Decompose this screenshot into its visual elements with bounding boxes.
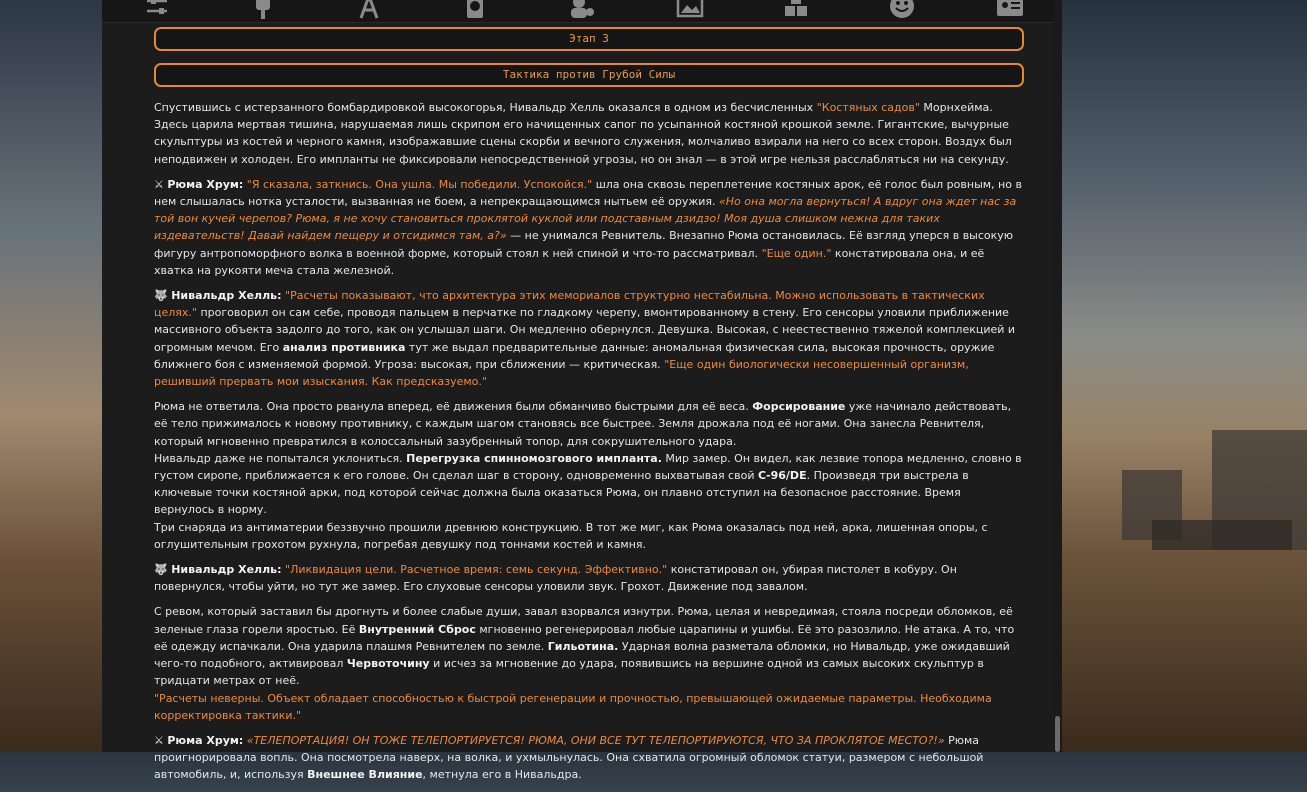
plug-icon[interactable]	[249, 0, 277, 20]
skill-name: Червоточину	[346, 657, 430, 671]
dialogue-quote: "Расчеты неверны. Объект обладает способностью к быстрой регенерации и прочностью, превышающей ожидаемые параметры. Необходима корректировка тактики."	[154, 691, 992, 722]
crossed-swords-icon: ⚔	[154, 177, 164, 191]
highlight-text: "Костяных садов"	[816, 101, 920, 114]
paragraph-ryuma-1	[154, 176, 1024, 279]
dialogue-quote: "Я сказала, заткнись. Она ушла. Мы победили. Успокойся."	[246, 177, 593, 191]
stage-header: Этап 3	[154, 27, 1024, 51]
narration-text: , метнула его в Нивальдра.	[422, 768, 582, 782]
narration-text: шла она сквозь переплетение костяных арок, её голос был ровным, но в нем слышалась нотка усталости, вызванная не боем, а непрекращающимся нытьем её оружия.	[154, 177, 1022, 209]
paragraph-ryuma-2	[154, 732, 1024, 784]
weapon-quote: «Но она могла вернуться! А вдруг она ждет нас за той вон кучей черепов? Рюма, я не хочу становиться проклятой куклой или подставным дзидзо! Моя душа слишком нежна для таких издевательств! Давай найдем пещеру и отсидимся там, а?»	[154, 195, 1017, 243]
vertical-scrollbar[interactable]	[1054, 0, 1062, 752]
skill-name: Форсирование	[752, 400, 846, 414]
narration-text: констатировал он, убирая пистолет в кобуру. Он повернулся, чтобы уйти, но тут же замер. Его слуховые сенсоры уловили звук. Грохот. Движение под завалом.	[154, 563, 957, 594]
chapter-title: Тактика против Грубой Силы	[154, 63, 1024, 87]
book-globe-icon[interactable]	[461, 0, 489, 20]
narration-text: — не унимался Ревнитель. Внезапно Рюма остановилась. Её взгляд уперся в высокую фигуру антропоморфного волка в военной форме, который стоял к ней спиной и что-то рассматривал.	[154, 229, 1014, 260]
skill-name: Гильотина.	[547, 639, 619, 653]
chat-panel	[102, 0, 1062, 782]
dialogue-quote: "Ликвидация цели. Расчетное время: семь секунд. Эффективно."	[285, 563, 668, 577]
narration-text: мгновенно регенерировал любые царапины и ушибы. Её это разозлило. Не атака. А то, что её одежду испачкали. Она ударила плашмя Ревнителем по земле.	[154, 622, 1015, 653]
narration-text: Ударная волна разметала обломки, но Нивальдр, уже ожидавший чего-то подобного, активировал	[154, 639, 1010, 671]
narration-text: уже начинало действовать, её тело прижималось к новому противнику, с каждым шагом становясь все быстрее. Земля дрожала под её ногами. Она занесла Ревнителя, который мгновенно превратился в колоссальный зазубренный топор, для сокрушительного удара.	[154, 400, 1012, 448]
narration-text: С ревом, который заставил бы дрогнуть и более слабые души, завал взорвался изнутри. Рюма, целая и невредимая, стояла посреди обломков, её зеленые глаза горели яростью. Её	[154, 605, 1013, 636]
paragraph-regeneration	[154, 603, 1024, 723]
narration-text: Морнхейма. Здесь царила мертвая тишина, нарушаемая лишь скрипом его начищенных сапог по усыпанной костяной крошкой земле. Гигантские, вычурные скульптуры из костей и черного камня, изображавшие сцены скорби и вечного служения, молчаливо взирали на него со всех сторон. Воздух был неподвижен и холоден. Его импланты не фиксировали непосредственной угрозы, но он знал — в этой игре нельзя расслабляться ни на секунду.	[154, 101, 1012, 166]
scrollbar-thumb[interactable]	[1055, 716, 1060, 752]
skill-name: анализ противника	[282, 340, 406, 354]
wolf-icon: 🐺	[154, 563, 168, 577]
crossed-swords-icon: ⚔	[154, 733, 164, 747]
font-icon[interactable]	[355, 0, 383, 20]
narration-text: Рюма не ответила. Она просто рванула вперед, её движения были обманчиво быстрыми для её веса.	[154, 400, 753, 414]
rock-formation	[1152, 520, 1292, 550]
narration-text: Рюма проигнорировала вопль. Она посмотрела наверх, на волка, и ухмыльнулась. Она схватила огромный обломок статуи, размером с небольшой автомобиль, и, используя	[154, 733, 984, 782]
weapon-quote: «ТЕЛЕПОРТАЦИЯ! ОН ТОЖЕ ТЕЛЕПОРТИРУЕТСЯ! РЮМА, ОНИ ВСЕ ТУТ ТЕЛЕПОРТИРУЮТСЯ, ЧТО ЗА ПРОКЛЯТОЕ МЕСТО?!»	[246, 733, 945, 747]
background-right	[1062, 0, 1307, 752]
skill-name: Внешнее Влияние	[307, 768, 423, 782]
speaker-name: Нивальдр Хелль:	[171, 563, 282, 577]
top-toolbar	[102, 0, 1062, 23]
narration-text: проговорил он сам себе, проводя пальцем в перчатке по гладкому черепу, вмонтированному в стену. Его сенсоры уловили приближение массивного объекта задолго до того, как он услышал шаги. Он медленно обернулся. Девушка. Высокая, с неестественно тяжелой комплекцией и огромным мечом. Его	[154, 306, 1016, 354]
dialogue-quote: "Расчеты показывают, что архитектура этих мемориалов структурно нестабильна. Можно использовать в тактических целях."	[154, 289, 985, 320]
skill-name: Перегрузка спинномозгового импланта.	[406, 451, 662, 465]
narration-text: Нивальдр даже не попытался уклониться.	[154, 451, 407, 465]
smile-icon[interactable]	[888, 0, 916, 20]
sliders-icon[interactable]	[143, 0, 171, 20]
paragraph-battle	[154, 398, 1024, 553]
speaker-name: Рюма Хрум:	[167, 177, 244, 191]
narration-text: . Произведя три выстрела в ключевые точки костяной арки, под которой сейчас должна была оказаться Рюма, он плавно отступил на безопасное расстояние. Время вернулось в норму.	[154, 469, 969, 517]
cubes-icon[interactable]	[782, 0, 810, 20]
paragraph-nivaldr-1	[154, 287, 1024, 390]
speaker-name: Нивальдр Хелль:	[171, 289, 282, 303]
narration-text: Мир замер. Он видел, как лезвие топора медленно, словно в густом сиропе, приближается к его голове. Он сделал шаг в сторону, одновременно выхватывая свой	[154, 451, 1022, 483]
paragraph-intro	[154, 99, 1024, 168]
dialogue-quote: "Еще один."	[761, 246, 832, 260]
narration-text: тут же выдал предварительные данные: аномальная физическая сила, высокая прочность, оружие ближнего боя с изменяемой формой. Угроза: высокая, при сближении — критическая.	[154, 340, 995, 371]
dialogue-quote: "Еще один биологически несовершенный организм, решивший прервать мои изыскания. Как предсказуемо."	[154, 357, 969, 389]
narration-text: Спустившись с истерзанного бомбардировкой высокогорья, Нивальдр Хелль оказался в одном из бесчисленных	[154, 101, 817, 114]
weapon-name: С-96/DE	[757, 469, 807, 483]
narration-text: и исчез за мгновение до удара, появившись на вершине одной из самых высоких скульптур в тридцати метрах от неё.	[154, 657, 984, 688]
speaker-name: Рюма Хрум:	[167, 733, 244, 747]
narration-text: Три снаряда из антиматерии беззвучно прошили древнюю конструкцию. В тот же миг, как Рюма оказалась под ней, арка, лишенная опоры, с оглушительным грохотом рухнула, погребая девушку под тоннами костей и камня.	[154, 520, 988, 551]
id-card-icon[interactable]	[996, 0, 1024, 20]
paragraph-nivaldr-2	[154, 561, 1024, 595]
skill-name: Внутренний Сброс	[358, 622, 476, 636]
message-content	[154, 27, 1024, 792]
narration-text: констатировала она, и её хватка на рукояти меча стала железной.	[154, 246, 985, 277]
background-left	[0, 0, 102, 752]
user-gear-icon[interactable]	[568, 0, 596, 20]
wolf-icon: 🐺	[154, 289, 168, 303]
image-icon[interactable]	[676, 0, 704, 20]
